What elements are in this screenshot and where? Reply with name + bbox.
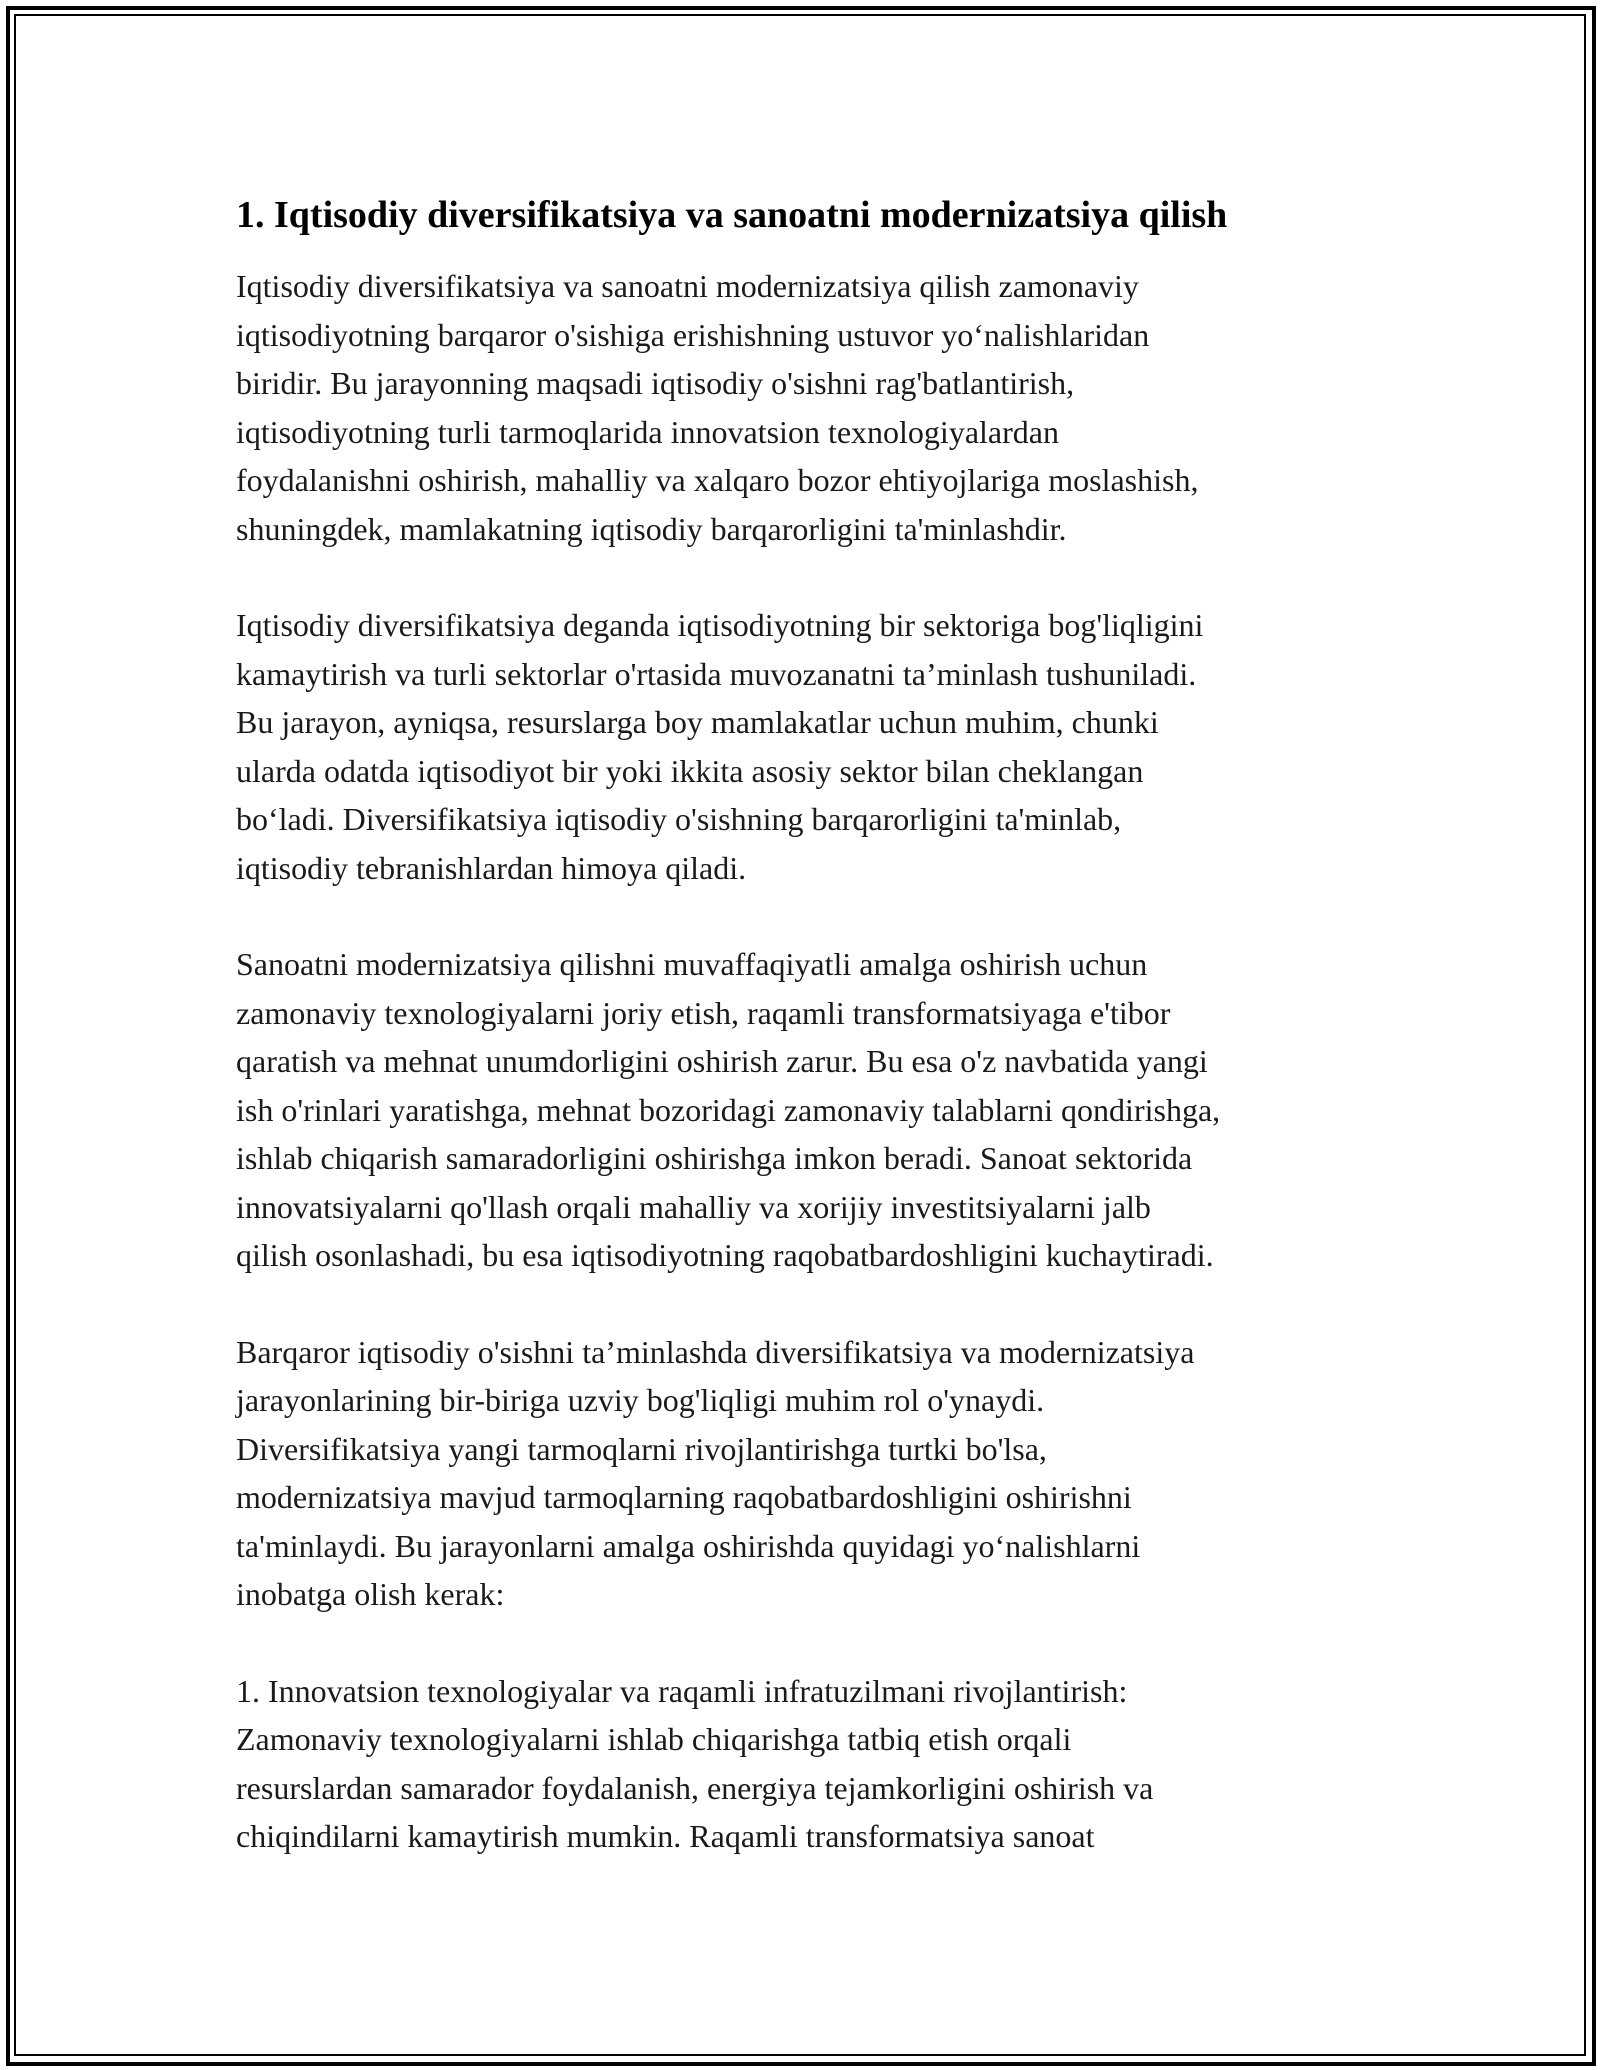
- paragraph-line: iqtisodiyotning barqaror o'sishiga erishishning ustuvor yo‘nalishlaridan: [236, 316, 1150, 353]
- paragraph-line: biridir. Bu jarayonning maqsadi iqtisodiy o'sishni rag'batlantirish,: [236, 365, 1075, 401]
- paragraph-line: Iqtisodiy diversifikatsiya va sanoatni modernizatsiya qilish zamonaviy: [236, 268, 1139, 304]
- paragraph-line: iqtisodiy tebranishlardan himoya qiladi.: [236, 849, 747, 886]
- paragraph-line: qilish osonlashadi, bu esa iqtisodiyotning raqobatbardoshligini kuchaytiradi.: [236, 1237, 1214, 1273]
- paragraph-line: bo‘ladi. Diversifikatsiya iqtisodiy o'sishning barqarorligini ta'minlab,: [236, 801, 1122, 837]
- paragraph-line: foydalanishni oshirish, mahalliy va xalqaro bozor ehtiyojlariga moslashish,: [236, 462, 1199, 498]
- paragraph-2: [236, 601, 1386, 892]
- paragraph-line: ishlab chiqarish samaradorligini oshirishga imkon beradi. Sanoat sektorida: [236, 1140, 1193, 1176]
- paragraph-line: jarayonlarining bir-biriga uzviy bog'liqligi muhim rol o'ynaydi.: [236, 1382, 1045, 1418]
- paragraph-3: [236, 940, 1386, 1280]
- paragraph-5-numbered-item: [236, 1667, 1386, 1861]
- paragraph-line: ish o'rinlari yaratishga, mehnat bozoridagi zamonaviy talablarni qondirishga,: [236, 1091, 1221, 1128]
- paragraph-line: Barqaror iqtisodiy o'sishni ta’minlashda diversifikatsiya va modernizatsiya: [236, 1333, 1195, 1370]
- paragraph-1: [236, 262, 1386, 553]
- paragraph-line: Iqtisodiy diversifikatsiya deganda iqtisodiyotning bir sektoriga bog'liqligini: [236, 607, 1204, 643]
- paragraph-line: shuningdek, mamlakatning iqtisodiy barqarorligini ta'minlashdir.: [236, 510, 1067, 547]
- paragraph-line: Bu jarayon, ayniqsa, resurslarga boy mamlakatlar uchun muhim, chunki: [236, 704, 1159, 740]
- paragraph-line: iqtisodiyotning turli tarmoqlarida innovatsion texnologiyalardan: [236, 413, 1059, 450]
- paragraph-line: Zamonaviy texnologiyalarni ishlab chiqarishga tatbiq etish orqali: [236, 1721, 1072, 1757]
- paragraph-line: ularda odatda iqtisodiyot bir yoki ikkita asosiy sektor bilan cheklangan: [236, 752, 1144, 789]
- paragraph-line: resurslardan samarador foydalanish, energiya tejamkorligini oshirish va: [236, 1769, 1154, 1806]
- document-page: [236, 186, 1386, 1909]
- paragraph-line: 1. Innovatsion texnologiyalar va raqamli infratuzilmani rivojlantirish:: [236, 1672, 1128, 1709]
- paragraph-line: modernizatsiya mavjud tarmoqlarning raqobatbardoshligini oshirishni: [236, 1479, 1132, 1515]
- paragraph-line: chiqindilarni kamaytirish mumkin. Raqamli transformatsiya sanoat: [236, 1818, 1095, 1854]
- paragraph-line: kamaytirish va turli sektorlar o'rtasida muvozanatni ta’minlash tushuniladi.: [236, 655, 1197, 692]
- paragraph-4: [236, 1328, 1386, 1619]
- paragraph-line: Sanoatni modernizatsiya qilishni muvaffaqiyatli amalga oshirish uchun: [236, 946, 1148, 982]
- paragraph-line: ta'minlaydi. Bu jarayonlarni amalga oshirishda quyidagi yo‘nalishlarni: [236, 1527, 1141, 1564]
- paragraph-line: innovatsiyalarni qo'llash orqali mahalliy va xorijiy investitsiyalarni jalb: [236, 1188, 1151, 1225]
- paragraph-line: qaratish va mehnat unumdorligini oshirish zarur. Bu esa o'z navbatida yangi: [236, 1043, 1208, 1079]
- paragraph-line: zamonaviy texnologiyalarni joriy etish, raqamli transformatsiyaga e'tibor: [236, 994, 1171, 1031]
- paragraph-line: inobatga olish kerak:: [236, 1576, 505, 1612]
- section-heading: 1. Iqtisodiy diversifikatsiya va sanoatni modernizatsiya qilish: [236, 194, 1228, 236]
- paragraph-line: Diversifikatsiya yangi tarmoqlarni rivojlantirishga turtki bo'lsa,: [236, 1430, 1047, 1467]
